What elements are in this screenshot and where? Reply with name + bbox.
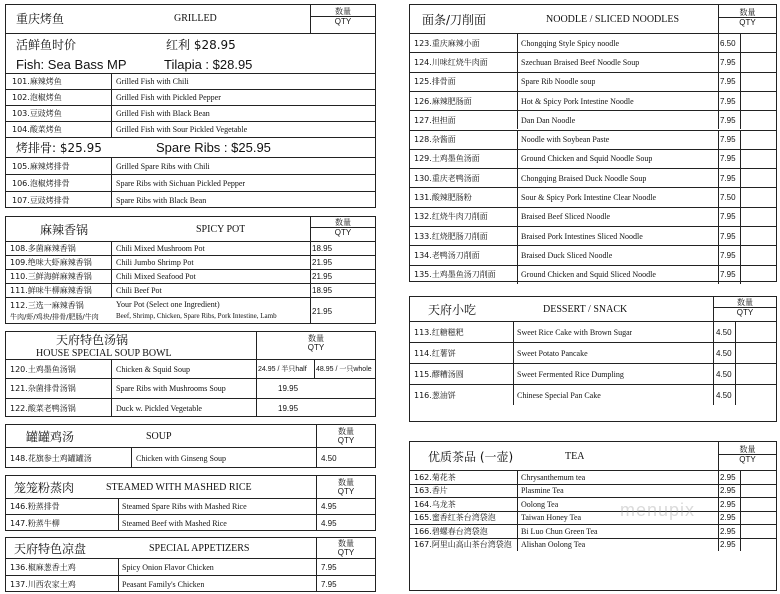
list-item: 129.土鸡墨鱼汤面 Ground Chicken and Squid Noodle Soup 7.95 [410,149,776,168]
appetizers-section [5,537,376,592]
tea-section [409,441,777,591]
list-item: 133.红烧肥肠刀削面 Braised Pork Intestines Sliced Noodle 7.95 [410,226,776,245]
section-title-zh: 优质茶品 (一壶) [428,449,514,464]
qty-header: 数量 QTY [718,8,777,27]
dessert-section [409,296,777,422]
list-item: 127.担担面 Dan Dan Noodle 7.95 [410,110,776,129]
list-item: 101.麻辣烤鱼 Grilled Fish with Chili [6,73,375,89]
list-item: 166.碧螺春台湾袋泡 Bi Luo Chun Green Tea 2.95 [410,524,776,538]
list-item: 146.粉蒸排骨 Steamed Spare Ribs with Mashed Rice 4.95 [6,498,375,514]
list-item: 147.粉蒸牛柳 Steamed Beef with Mashed Rice 4.95 [6,514,375,531]
section-title-en: SPECIAL APPETIZERS [149,542,250,554]
list-item: 107.豆豉烤排骨 Spare Ribs with Black Bean [6,191,375,208]
list-item: 105.麻辣烤排骨 Grilled Spare Ribs with Chili [6,157,375,174]
list-item: 116.葱油饼 Chinese Special Pan Cake 4.50 [410,384,776,405]
section-title-en: HOUSE SPECIAL SOUP BOWL [36,347,172,359]
list-item: 106.泡椒烤排骨 Spare Ribs with Sichuan Pickled Pepper [6,174,375,191]
list-item: 110.三鲜海鲜麻辣香锅 Chili Mixed Seafood Pot 21.95 [6,269,375,283]
section-title-zh: 天府小吃 [428,302,477,317]
qty-header: 数量 QTY [337,478,355,496]
qty-header: 数量 QTY [310,218,376,237]
list-item: 137.川西农家土鸡 Peasant Family's Chicken 7.95 [6,575,375,592]
list-item: 102.泡椒烤鱼 Grilled Fish with Pickled Pepper [6,89,375,105]
section-title-en: GRILLED [174,12,217,24]
list-item: 162.菊花茶 Chrysanthemum tea 2.95 [410,470,776,484]
list-item: 164.乌龙茶 Oolong Tea 2.95 [410,497,776,511]
section-title-en: SOUP [146,430,172,442]
list-item: 108.多菌麻辣香锅 Chili Mixed Mushroom Pot 18.95 [6,241,375,255]
live-fish-label: 活鲜鱼时价 [16,37,77,52]
tilapia-price: Tilapia : $28.95 [164,56,253,72]
list-item: 113.红糖糍粑 Sweet Rice Cake with Brown Sugar 4.50 [410,321,776,342]
qty-header: 数量 QTY [713,298,777,317]
section-title-zh: 天府特色凉盘 [14,541,87,556]
list-item: 128.杂酱面 Noodle with Soybean Paste 7.95 [410,130,776,149]
list-item: 124.川味红烧牛肉面 Szechuan Braised Beef Noodle Soup 7.95 [410,52,776,71]
list-item: 134.老鸭汤刀削面 Braised Duck Sliced Noodle 7.95 [410,245,776,264]
section-title-zh: 重庆烤鱼 [16,11,65,26]
steamed-section [5,475,376,531]
grilled-section [5,4,376,208]
ribs-price-en: Spare Ribs : $25.95 [156,140,271,155]
soup-bowl-section [5,331,376,417]
list-item: 121.杂菌排骨汤锅 Spare Ribs with Mushrooms Soup 19.95 [6,378,375,398]
list-item: 165.蜜香红茶台湾袋泡 Taiwan Honey Tea 2.95 [410,511,776,525]
section-title-zh: 面条/刀削面 [422,12,487,27]
section-title-en: NOODLE / SLICED NOODLES [546,13,680,25]
list-item: 112.三选一麻辣香锅 牛肉/虾/鸡块/排骨/肥肠/牛肉 Your Pot (Select one Ingredient) Beef, Shrimp, Chicken, Spare Ribs, Pork Intestine, Lamb 21.95 [6,297,375,324]
noodle-section [409,4,777,282]
section-title-zh: 笼笼粉蒸肉 [14,480,75,495]
qty-header: 数量 QTY [337,427,355,445]
qty-header: 数量 QTY [718,445,777,464]
list-item: 123.重庆麻辣小面 Chongqing Style Spicy noodle 6.50 [410,33,776,52]
section-title-zh: 罐罐鸡汤 [26,429,75,444]
list-item: 104.酸菜烤鱼 Grilled Fish with Sour Pickled Vegetable [6,121,375,137]
qty-header: 数量 QTY [310,7,376,26]
list-item: 115.醪糟汤圆 Sweet Fermented Rice Dumpling 4.50 [410,363,776,384]
list-item: 122.酸菜老鸭汤锅 Duck w. Pickled Vegetable 19.95 [6,398,375,417]
ribs-price-zh: 烤排骨: $25.95 [16,141,102,155]
market-price-label: 红利 $28.95 [166,37,236,52]
soup-section [5,424,376,468]
section-title-en: SPICY POT [196,223,246,235]
fish-line: Fish: Sea Bass MP [16,56,127,72]
list-item: 148.花旗参土鸡罐罐汤 Chicken with Ginseng Soup 4.50 [6,447,375,468]
qty-header: 数量 QTY [307,334,325,352]
list-item: 103.豆豉烤鱼 Grilled Fish with Black Bean [6,105,375,121]
list-item: 132.红烧牛肉刀削面 Braised Beef Sliced Noodle 7.95 [410,207,776,226]
list-item: 130.重庆老鸭汤面 Chongqing Braised Duck Noodle Soup 7.95 [410,168,776,187]
section-title-zh: 麻辣香锅 [40,222,89,237]
list-item: 135.土鸡墨鱼汤刀削面 Ground Chicken and Squid Sliced Noodle 7.95 [410,265,776,284]
list-item: 120.土鸡墨鱼汤锅 Chicken & Squid Soup 24.95 / 半只half 48.95 / 一只whole [6,359,375,378]
list-item: 131.酸辣肥肠粉 Sour & Spicy Pork Intestine Clear Noodle 7.50 [410,187,776,206]
watermark-text: menupix [620,500,696,520]
section-title-zh: 天府特色汤锅 [56,333,129,347]
spicy-pot-section [5,216,376,324]
list-item: 109.绝味大虾麻辣香锅 Chili Jumbo Shrimp Pot 21.95 [6,255,375,269]
list-item: 125.排骨面 Spare Rib Noodle soup 7.95 [410,72,776,91]
section-title-en: TEA [565,450,585,462]
list-item: 136.椒麻葱香土鸡 Spicy Onion Flavor Chicken 7.95 [6,558,375,575]
list-item: 111.鲜味牛柳麻辣香锅 Chili Beef Pot 18.95 [6,283,375,297]
section-title-en: DESSERT / SNACK [543,303,628,315]
list-item: 163.香片 Plasmine Tea 2.95 [410,484,776,498]
list-item: 114.红薯饼 Sweet Potato Pancake 4.50 [410,342,776,363]
section-title-en: STEAMED WITH MASHED RICE [106,481,252,493]
qty-header: 数量 QTY [337,539,355,557]
list-item: 167.阿里山高山茶台湾袋泡 Alishan Oolong Tea 2.95 [410,538,776,552]
list-item: 126.麻辣肥肠面 Hot & Spicy Pork Intestine Noodle 7.95 [410,91,776,110]
